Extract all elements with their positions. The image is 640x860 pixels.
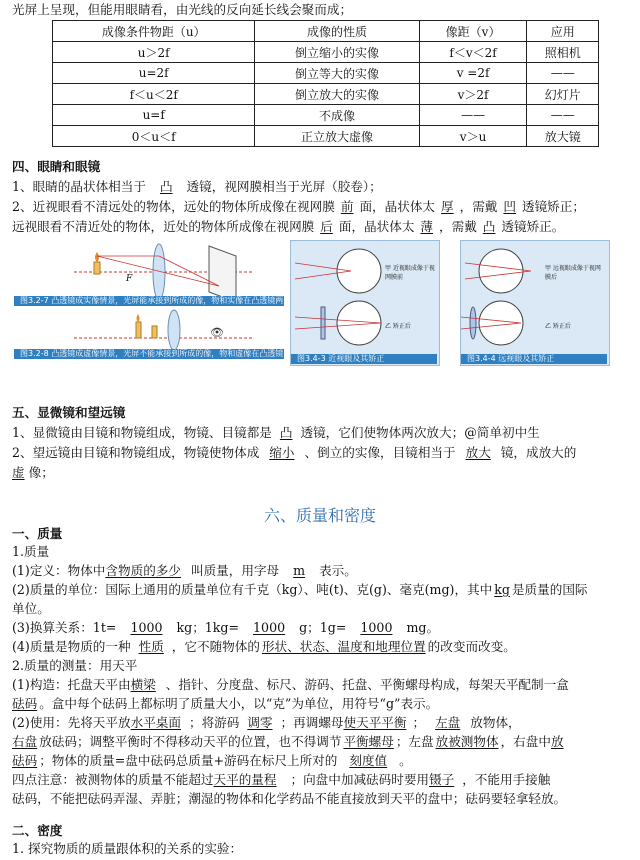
figure-caption: 图3.4-3 近视眼及其矫正	[291, 354, 437, 364]
section-heading-microscope: 五、显微镜和望远镜	[12, 405, 126, 420]
figure-real-image	[14, 238, 284, 304]
text: 像；	[28, 465, 54, 480]
paragraph-telescope-cont	[12, 464, 628, 482]
fill-blank: 凸	[159, 179, 173, 194]
text: 远视眼看不清近处的物体，近处的物体所成像在视网膜	[12, 219, 315, 234]
table-cell: u=f	[53, 105, 255, 126]
table-row	[53, 84, 599, 105]
text: 四点注意：被测物体的质量不能超过	[12, 772, 214, 787]
diagram-label: 甲 近视眼成像于视网膜前	[385, 265, 435, 281]
table-cell: 照相机	[527, 42, 599, 63]
text: (2)使用：先将天平放	[12, 715, 131, 730]
intro-line: 光屏上呈现，但能用眼睛看，由光线的反向延长线会聚而成；	[12, 2, 353, 17]
text: ，不能用手接触	[462, 772, 551, 787]
text: (4)质量是物质的一种	[12, 639, 131, 654]
text: ；物体的质量=盘中砝码总质量+游码在标尺上所对的	[39, 753, 338, 768]
text: ，右盘中	[500, 734, 551, 749]
paragraph-balance-structure-cont	[12, 695, 628, 713]
table-cell: 正立放大虚像	[255, 126, 419, 147]
subheading-measurement: 2.质量的测量：用天平	[12, 658, 138, 673]
table-header-row	[53, 21, 599, 42]
diagram-label: 甲 远视眼成像于视网膜后	[545, 265, 601, 281]
text: 面，晶状体太	[359, 199, 436, 214]
table-cell: u＞2f	[53, 42, 255, 63]
paragraph-balance-use-cont2	[12, 752, 628, 770]
text: 2、望远镜由目镜和物镜组成，物镜使物体成	[12, 445, 260, 460]
fill-blank: 虚	[12, 465, 25, 480]
table-cell: 倒立等大的实像	[255, 63, 419, 84]
text: ；	[412, 715, 426, 730]
text: ，需戴	[459, 199, 498, 214]
text: ；将游码	[188, 715, 240, 730]
table-row	[53, 63, 599, 84]
text: 放物体，	[470, 715, 521, 730]
paragraph-mass-property	[12, 638, 628, 656]
text: 面，晶状体太	[338, 219, 415, 234]
text: 、指针、分度盘、标尺、游码、托盘、平衡螺母构成，每架天平配制一盒	[165, 677, 569, 692]
paragraph-notes-cont: 砝码，不能把砝码弄湿、弄脏；潮湿的物体和化学药品不能直接放到天平的盘中；砝码要轻拿轻放。	[12, 791, 567, 806]
table-header: 应用	[527, 21, 599, 42]
fill-blank: 前	[340, 199, 354, 214]
table-cell: ——	[527, 105, 599, 126]
text: 、倒立的实像，目镜相当于	[304, 445, 456, 460]
figure-virtual-image	[14, 308, 284, 352]
paragraph-notes	[12, 771, 628, 789]
text: (2)质量的单位：国际上通用的质量单位有千克（kg）、吨(t)、克(g)、毫克(mg)，其中	[12, 582, 493, 597]
focal-point-label: F	[126, 274, 133, 284]
diagram-label: 乙 矫正后	[545, 323, 571, 330]
fill-blank: 1000	[253, 620, 286, 635]
table-header: 成像条件物距（u）	[53, 21, 255, 42]
table-cell: u=2f	[53, 63, 255, 84]
myopia-diagram	[291, 241, 439, 353]
table-cell: 0＜u＜f	[53, 126, 255, 147]
table-cell: v =2f	[419, 63, 527, 84]
paragraph-myopia	[12, 198, 628, 216]
paragraph-conversion	[12, 619, 628, 637]
section-heading-eyes: 四、眼睛和眼镜	[12, 159, 101, 174]
figure-caption: 图3.2-7 凸透镜成实像情景，光屏能承接到所成的像，物和实像在凸透镜两侧。	[14, 296, 284, 306]
text: ；左盘	[395, 734, 434, 749]
text: 透镜，它们使物体两次放大；@简单初中生	[300, 425, 540, 440]
fill-blank: 砝码	[12, 753, 38, 768]
table-cell: ——	[527, 63, 599, 84]
table-cell: 放大镜	[527, 126, 599, 147]
table-row	[53, 42, 599, 63]
text: 。	[399, 753, 412, 768]
paragraph-eye-lens	[12, 178, 628, 196]
text: ，它不随物体的	[171, 639, 260, 654]
text: 叫质量，用字母	[190, 563, 280, 578]
text: 透镜矫正。	[501, 219, 565, 234]
fill-blank: 平衡螺母	[343, 734, 394, 749]
subheading-density-experiment: 1. 探究物质的质量跟体积的关系的实验：	[12, 841, 243, 856]
text: 放砝码；调整平衡时不得移动天平的位置，也不得调节	[39, 734, 342, 749]
text: 是质量的国际	[511, 582, 588, 597]
fill-blank: 刻度值	[349, 753, 388, 768]
text: 。盒中每个砝码上都标明了质量大小，以“克”为单位，用符号“g”表示。	[39, 696, 439, 711]
lens-imaging-table	[52, 20, 599, 147]
real-image-diagram	[14, 238, 284, 304]
svg-text:👁: 👁	[210, 326, 224, 339]
fill-blank: m	[293, 563, 306, 578]
text: ；再调螺母	[280, 715, 344, 730]
figure-myopia	[290, 240, 440, 366]
table-row	[53, 126, 599, 147]
fill-blank: 凸	[279, 425, 293, 440]
fill-blank: 右盘	[12, 734, 38, 749]
fill-blank: kg	[494, 582, 510, 597]
figure-hyperopia	[460, 240, 610, 366]
fill-blank: 使天平平衡	[343, 715, 407, 730]
text: 透镜，视网膜相当于光屏（胶卷）；	[186, 179, 382, 194]
text: g；1g=	[299, 620, 347, 635]
fill-blank: 凹	[503, 199, 516, 214]
fill-blank: 调零	[247, 715, 273, 730]
fill-blank: 薄	[420, 219, 433, 234]
text: (1)定义：物体中	[12, 563, 106, 578]
figure-caption: 图3.2-8 凸透镜成虚像情景，光屏不能承接到所成的像，物和虚像在凸透镜同侧。	[14, 349, 284, 359]
paragraph-microscope	[12, 424, 628, 442]
table-cell: 倒立缩小的实像	[255, 42, 419, 63]
fill-blank: 放	[550, 734, 564, 749]
paragraph-mass-unit-cont: 单位。	[12, 601, 50, 616]
text: 的改变而改变。	[427, 639, 516, 654]
table-cell: f＜v＜2f	[419, 42, 527, 63]
fill-blank: 砝码	[12, 696, 38, 711]
table-header: 成像的性质	[255, 21, 419, 42]
table-cell: 不成像	[255, 105, 419, 126]
paragraph-hyperopia	[12, 218, 628, 236]
fill-blank: 镊子	[429, 772, 455, 787]
text: ；向盘中加减砝码时要用	[290, 772, 429, 787]
paragraph-telescope	[12, 444, 628, 462]
text: kg；1kg=	[176, 620, 240, 635]
virtual-image-diagram	[14, 308, 284, 352]
hyperopia-diagram	[461, 241, 609, 353]
fill-blank: 含物质的多少	[105, 563, 181, 578]
text: 1、显微镜由目镜和物镜组成，物镜、目镜都是	[12, 425, 272, 440]
paragraph-balance-structure	[12, 676, 628, 694]
fill-blank: 1000	[130, 620, 163, 635]
fill-blank: 后	[320, 219, 333, 234]
fill-blank: 1000	[360, 620, 393, 635]
diagram-label: 乙 矫正后	[385, 323, 411, 330]
text: 表示。	[319, 563, 357, 578]
section-heading-density: 二、密度	[12, 823, 63, 838]
fill-blank: 天平的量程	[213, 772, 277, 787]
text: ，需戴	[439, 219, 477, 234]
fill-blank: 凸	[482, 219, 496, 234]
table-cell: 倒立放大的实像	[255, 84, 419, 105]
table-cell: f＜u＜2f	[53, 84, 255, 105]
table-header: 像距（v）	[419, 21, 527, 42]
figure-caption: 图3.4-4 远视眼及其矫正	[461, 354, 607, 364]
paragraph-mass-definition	[12, 562, 628, 580]
fill-blank: 左盘	[435, 715, 461, 730]
text: 镜，成放大的	[500, 445, 577, 460]
paragraph-balance-use-cont	[12, 733, 628, 751]
table-row	[53, 105, 599, 126]
table-cell: v＞u	[419, 126, 527, 147]
fill-blank: 性质	[138, 639, 164, 654]
text: 1、眼睛的晶状体相当于	[12, 179, 146, 194]
fill-blank: 放大	[465, 445, 491, 460]
table-cell: ——	[419, 105, 527, 126]
fill-blank: 形状、状态、温度和地理位置	[261, 639, 426, 654]
section-heading-mass: 一、质量	[12, 526, 63, 541]
paragraph-balance-use	[12, 714, 628, 732]
table-cell: 幻灯片	[527, 84, 599, 105]
text: 透镜矫正；	[521, 199, 585, 214]
fill-blank: 缩小	[269, 445, 295, 460]
fill-blank: 放被测物体	[435, 734, 499, 749]
table-cell: v＞2f	[419, 84, 527, 105]
fill-blank: 横梁	[130, 677, 156, 692]
chapter-title: 六、质量和密度	[263, 506, 376, 525]
subheading-mass: 1.质量	[12, 544, 50, 559]
fill-blank: 水平桌面	[130, 715, 181, 730]
text: mg。	[406, 620, 440, 635]
text: (3)换算关系：1t=	[12, 620, 117, 635]
text: 2、近视眼看不清远处的物体，远处的物体所成像在视网膜	[12, 199, 335, 214]
fill-blank: 厚	[441, 199, 454, 214]
text: (1)构造：托盘天平由	[12, 677, 131, 692]
paragraph-mass-unit	[12, 581, 628, 599]
